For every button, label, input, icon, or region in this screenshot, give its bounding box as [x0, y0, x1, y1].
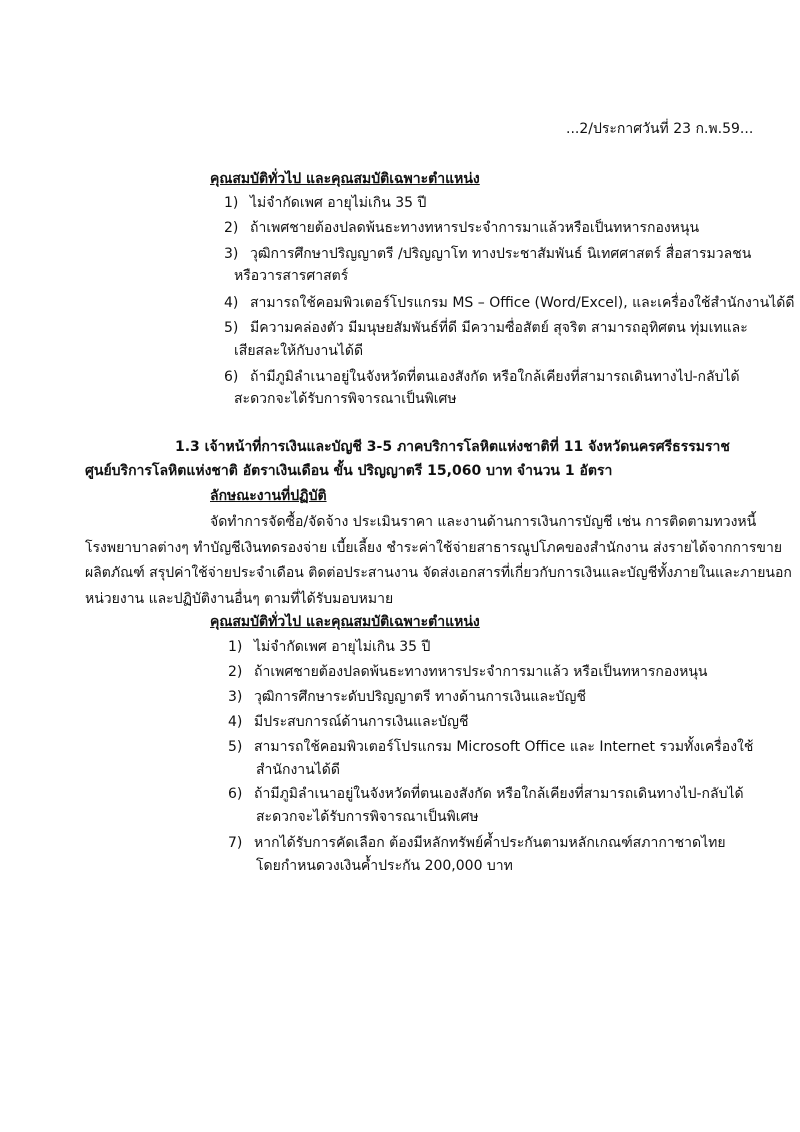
s1-item-5 — [224, 318, 748, 338]
s2-item-6-cont: สะดวกจะได้รับการพิจารณาเป็นพิเศษ — [256, 809, 479, 825]
s2-item-7-text: หากได้รับการคัดเลือก ต้องมีหลักทรัพย์ค้ำประกันตามหลักเกณฑ์สภากาชาดไทย — [254, 835, 726, 851]
s2-item-7-num: 7) — [228, 835, 243, 851]
s2-item-7-cont: โดยกำหนดวงเงินค้ำประกัน 200,000 บาท — [256, 858, 513, 874]
s2-item-5 — [228, 737, 753, 757]
s2-item-1-num: 1) — [228, 639, 243, 655]
s2-item-7 — [228, 833, 726, 853]
s1-item-5-cont: เสียสละให้กับงานได้ดี — [234, 343, 364, 359]
s1-item-1 — [224, 193, 426, 213]
s1-item-2-num: 2) — [224, 220, 239, 236]
s1-item-5-text: มีความคล่องตัว มีมนุษยสัมพันธ์ที่ดี มีความซื่อสัตย์ สุจริต สามารถอุทิศตน ทุ่มเทและ — [250, 320, 748, 336]
s1-item-6-text: ถ้ามีภูมิลำเนาอยู่ในจังหวัดที่ตนเองสังกัด หรือใกล้เคียงที่สามารถเดินทางไป-กลับได้ — [250, 369, 740, 385]
s2-item-4 — [228, 712, 468, 732]
duties-line-1: จัดทำการจัดซื้อ/จัดจ้าง ประเมินราคา และงานด้านการเงินการบัญชี เช่น การติดตามทวงหนี้ — [210, 514, 757, 530]
s2-item-5-num: 5) — [228, 739, 243, 755]
s2-item-6-text: ถ้ามีภูมิลำเนาอยู่ในจังหวัดที่ตนเองสังกัด หรือใกล้เคียงที่สามารถเดินทางไป-กลับได้ — [254, 786, 744, 802]
s1-item-1-num: 1) — [224, 195, 239, 211]
s1-item-3-cont: หรือวารสารศาสตร์ — [234, 268, 349, 284]
s1-item-2 — [224, 218, 699, 238]
s1-item-1-text: ไม่จำกัดเพศ อายุไม่เกิน 35 ปี — [250, 195, 427, 211]
duties-line-2: โรงพยาบาลต่างๆ ทำบัญชีเงินทดรองจ่าย เบี้ยเลี้ยง ชำระค่าใช้จ่ายสาธารณูปโภคของสำนักงาน ส่งรายได้จากการขาย — [85, 540, 783, 556]
s2-item-6-num: 6) — [228, 786, 243, 802]
s1-item-2-text: ถ้าเพศชายต้องปลดพ้นธะทางทหารประจำการมาแล้วหรือเป็นทหารกองหนุน — [250, 220, 700, 236]
s2-item-3-text: วุฒิการศึกษาระดับปริญญาตรี ทางด้านการเงินและบัญชี — [254, 689, 586, 705]
s1-item-3-text: วุฒิการศึกษาปริญญาตรี /ปริญญาโท ทางประชาสัมพันธ์ นิเทศศาสตร์ สื่อสารมวลชน — [250, 246, 752, 262]
s2-item-3 — [228, 687, 586, 707]
s1-item-3-num: 3) — [224, 246, 239, 262]
s1-item-6-cont: สะดวกจะได้รับการพิจารณาเป็นพิเศษ — [234, 391, 457, 407]
page-reference: ...2/ประกาศวันที่ 23 ก.พ.59... — [566, 121, 754, 137]
s2-item-6 — [228, 784, 744, 804]
duties-line-4: หน่วยงาน และปฏิบัติงานอื่นๆ ตามที่ได้รับมอบหมาย — [85, 591, 394, 607]
s1-item-4 — [224, 293, 794, 313]
s2-item-4-num: 4) — [228, 714, 243, 730]
s2-item-1-text: ไม่จำกัดเพศ อายุไม่เกิน 35 ปี — [254, 639, 431, 655]
s2-item-5-text: สามารถใช้คอมพิวเตอร์โปรแกรม Microsoft Office และ Internet รวมทั้งเครื่องใช้ — [254, 739, 754, 755]
duties-line-3: ผลิตภัณฑ์ สรุปค่าใช้จ่ายประจำเดือน ติดต่อประสานงาน จัดส่งเอกสารที่เกี่ยวกับการเงินและบัญชีทั้งภายในและภายนอก — [85, 565, 792, 581]
qualifications-heading-1: คุณสมบัติทั่วไป และคุณสมบัติเฉพาะตำแหน่ง — [210, 171, 480, 187]
s2-item-3-num: 3) — [228, 689, 243, 705]
s2-item-2-text: ถ้าเพศชายต้องปลดพ้นธะทางทหารประจำการมาแล้ว หรือเป็นทหารกองหนุน — [254, 664, 708, 680]
s1-item-3 — [224, 244, 751, 264]
s2-item-1 — [228, 637, 430, 657]
s2-item-5-cont: สำนักงานได้ดี — [256, 762, 340, 778]
s2-item-2 — [228, 662, 708, 682]
s1-item-4-num: 4) — [224, 295, 239, 311]
position-title-line-2: ศูนย์บริการโลหิตแห่งชาติ อัตราเงินเดือน ขั้น ปริญญาตรี 15,060 บาท จำนวน 1 อัตรา — [85, 463, 613, 479]
s1-item-4-text: สามารถใช้คอมพิวเตอร์โปรแกรม MS – Office (Word/Excel), และเครื่องใช้สำนักงานได้ดี — [250, 295, 795, 311]
s1-item-6-num: 6) — [224, 369, 239, 385]
s1-item-5-num: 5) — [224, 320, 239, 336]
qualifications-heading-2: คุณสมบัติทั่วไป และคุณสมบัติเฉพาะตำแหน่ง — [210, 614, 480, 630]
s1-item-6 — [224, 367, 740, 387]
s2-item-4-text: มีประสบการณ์ด้านการเงินและบัญชี — [254, 714, 469, 730]
position-title-line-1: 1.3 เจ้าหน้าที่การเงินและบัญชี 3-5 ภาคบริการโลหิตแห่งชาติที่ 11 จังหวัดนครศรีธรรมราช — [175, 439, 730, 455]
s2-item-2-num: 2) — [228, 664, 243, 680]
duties-heading: ลักษณะงานที่ปฏิบัติ — [210, 488, 327, 504]
